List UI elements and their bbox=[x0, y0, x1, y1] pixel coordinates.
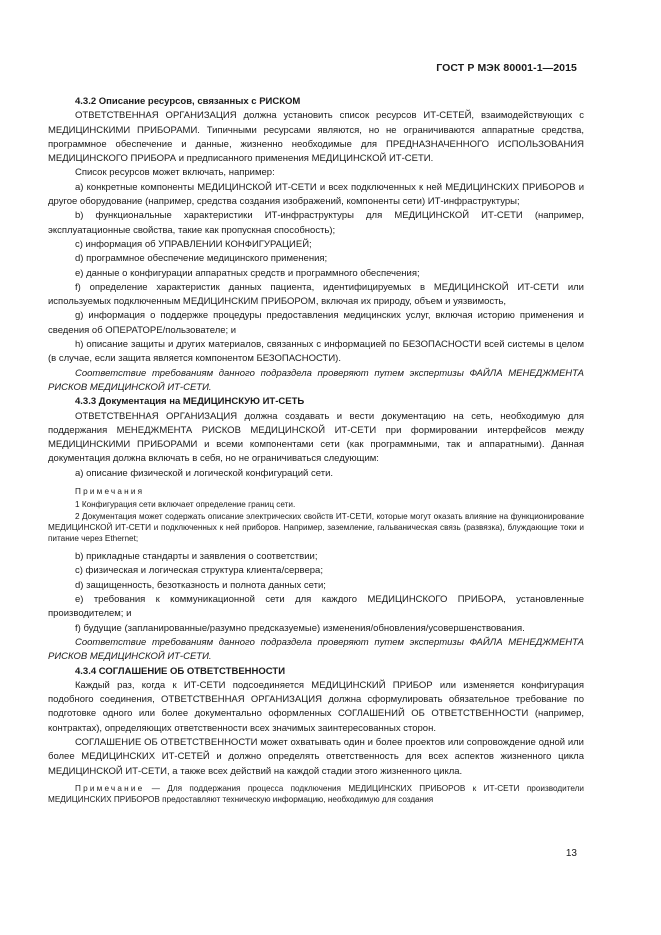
final-note bbox=[48, 783, 584, 806]
notes-title: Примечания bbox=[75, 487, 145, 497]
paragraph: ОТВЕТСТВЕННАЯ ОРГАНИЗАЦИЯ должна установить список ресурсов ИТ-СЕТЕЙ, взаимодействующих с МЕДИЦИНСКИМИ ПРИБОРАМИ. Типичными ресурсами являются, но не ограничиваются аппаратные средства, программное обеспечение и данные, жизненно необходимые для ПРЕДНАЗНАЧЕННОГО ИСПОЛЬЗОВАНИЯ МЕДИЦИНСКОГО ПРИБОРА и предписанного применения МЕДИЦИНСКОЙ ИТ-СЕТИ. bbox=[48, 110, 584, 165]
list-item: a) конкретные компоненты МЕДИЦИНСКОЙ ИТ-СЕТИ и всех подключенных к ней МЕДИЦИНСКИХ ПРИБОРОВ и другое оборудование (например, средства создания изображений, компоненты сети) ИТ-инфраструктуры; bbox=[48, 181, 584, 208]
list-item: d) программное обеспечение медицинского применения; bbox=[75, 253, 328, 265]
compliance-statement: Соответствие требованиям данного подраздела проверяют путем экспертизы ФАЙЛА МЕНЕДЖМЕНТА РИСКОВ МЕДИЦИНСКОЙ ИТ-СЕТИ. bbox=[48, 367, 584, 393]
list-item: f) определение характеристик данных пациента, идентифицируемых в МЕДИЦИНСКОЙ ИТ-СЕТИ или используемых подключенным МЕДИЦИНСКИМ ПРИБОРОМ, включая их природу, объем и уязвимость, bbox=[48, 281, 584, 308]
list-item: e) данные о конфигурации аппаратных средств и программного обеспечения; bbox=[75, 267, 420, 279]
paragraph: Каждый раз, когда к ИТ-СЕТИ подсоединяется МЕДИЦИНСКИЙ ПРИБОР или изменяется конфигурация подобного соединения, ОТВЕТСТВЕННАЯ ОРГАНИЗАЦИЯ должна сформулировать обязательное требование по подготовке одного или более документально оформленных СОГЛАШЕНИЙ ОБ ОТВЕТСТВЕННОСТИ (например, контрактах), определяющих ответственности всех значимых заинтересованных сторон. bbox=[48, 679, 584, 734]
list-item: c) физическая и логическая структура клиента/сервера; bbox=[75, 565, 323, 577]
note-text: — Для поддержания процесса подключения МЕДИЦИНСКИХ ПРИБОРОВ к ИТ-СЕТИ производители МЕДИЦИНСКИХ ПРИБОРОВ предоставляют техническую информацию, необходимую для создания bbox=[48, 783, 584, 805]
paragraph: Список ресурсов может включать, например: bbox=[75, 167, 275, 179]
document-id: ГОСТ Р МЭК 80001-1—2015 bbox=[436, 62, 577, 74]
list-item: b) функциональные характеристики ИТ-инфраструктуры для МЕДИЦИНСКОЙ ИТ-СЕТИ (например, эксплуатационные свойства, такие как пропускная способность); bbox=[48, 210, 584, 236]
list-item: g) информация о поддержке процедуры предоставления медицинских услуг, включая историю применения и сведения об ОПЕРАТОРЕ/пользователе; и bbox=[48, 310, 584, 336]
section-4-3-2-title: 4.3.2 Описание ресурсов, связанных с РИСКОМ bbox=[75, 96, 301, 107]
list-item: f) будущие (запланированные/разумно предсказуемые) изменения/обновления/усовершенствования. bbox=[75, 622, 525, 634]
paragraph: ОТВЕТСТВЕННАЯ ОРГАНИЗАЦИЯ должна создавать и вести документацию на сеть, необходимую для поддержания МЕНЕДЖМЕНТА РИСКОВ МЕДИЦИНСКОЙ ИТ-СЕТИ при формировании интерфейсов между МЕДИЦИНСКИМИ ПРИБОРАМИ и всеми компонентами сети (как программными, так и аппаратными). Данная документация должна включать в себя, но не ограничиваться следующим: bbox=[48, 410, 584, 465]
list-item: b) прикладные стандарты и заявления о соответствии; bbox=[75, 551, 318, 563]
paragraph: СОГЛАШЕНИЕ ОБ ОТВЕТСТВЕННОСТИ может охватывать один и более проектов или сопровождение одной или более МЕДИЦИНСКИХ ИТ-СЕТЕЙ и должно определять ответственность для всех аспектов жизненного цикла МЕДИЦИНСКОЙ ИТ-СЕТИ, а также всех действий на каждой стадии этого жизненного цикла. bbox=[48, 736, 584, 777]
list-item: d) защищенность, безотказность и полнота данных сети; bbox=[75, 579, 326, 591]
section-4-3-4-title: 4.3.4 СОГЛАШЕНИЕ ОБ ОТВЕТСТВЕННОСТИ bbox=[75, 665, 286, 677]
note: 2 Документация может содержать описание электрических свойств ИТ-СЕТИ, которые могут оказать влияние на функционирование МЕДИЦИНСКОЙ ИТ-СЕТИ и подключенных к ней приборов. Например, заземление, гальваническая связь (развязка), блуждающие токи и питание через Ethernet; bbox=[48, 511, 584, 543]
list-item: a) описание физической и логической конфигураций сети. bbox=[75, 467, 334, 479]
page-number: 13 bbox=[565, 848, 577, 859]
note-label: Примечание bbox=[75, 783, 145, 793]
list-item: c) информация об УПРАВЛЕНИИ КОНФИГУРАЦИЕЙ; bbox=[75, 238, 312, 250]
compliance-statement: Соответствие требованиям данного подраздела проверяют путем экспертизы ФАЙЛА МЕНЕДЖМЕНТА РИСКОВ МЕДИЦИНСКОЙ ИТ-СЕТИ. bbox=[48, 636, 584, 663]
list-item: e) требования к коммуникационной сети для каждого МЕДИЦИНСКОГО ПРИБОРА, установленные производителем; и bbox=[48, 594, 584, 620]
page-content bbox=[48, 95, 584, 806]
list-item: h) описание защиты и других материалов, связанных с информацией по БЕЗОПАСНОСТИ всей системы в целом (в случае, если защита является компонентом БЕЗОПАСНОСТИ). bbox=[48, 339, 584, 365]
section-4-3-3-title: 4.3.3 Документация на МЕДИЦИНСКУЮ ИТ-СЕТЬ bbox=[75, 396, 305, 408]
note: 1 Конфигурация сети включает определение границ сети. bbox=[75, 500, 296, 510]
